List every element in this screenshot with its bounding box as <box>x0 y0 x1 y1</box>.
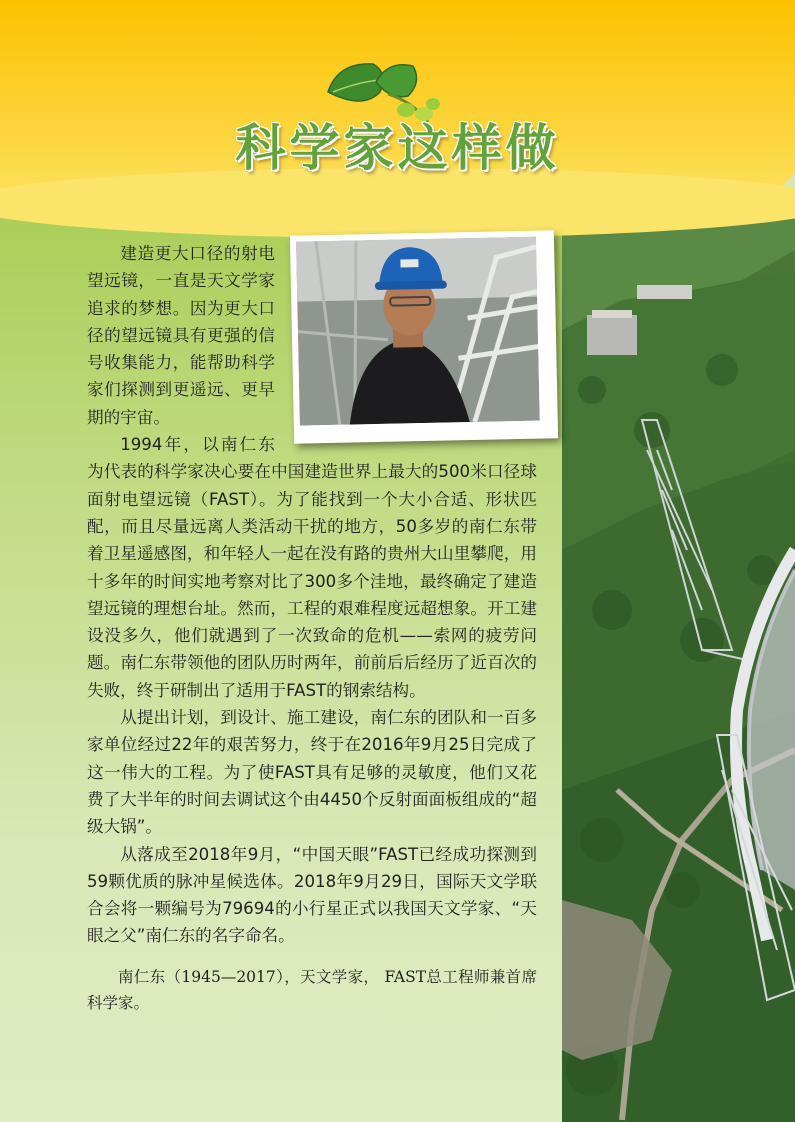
page-title: 科学家这样做 <box>235 118 560 177</box>
paragraph-4: 从落成至2018年9月，“中国天眼”FAST已经成功探测到59颗优质的脉冲星候选体。2018年9月29日，国际天文学联合会将一颗编号为79694的小行星正式以我国天文学家、“天眼之父”南仁东的名字命名。 <box>87 844 537 946</box>
portrait-caption: 南仁东（1945—2017），天文学家， FAST总工程师兼首席科学家。 <box>87 967 537 1012</box>
fast-telescope-photo <box>562 190 795 1122</box>
portrait-spacer <box>275 240 537 440</box>
paragraph-2: 1994年，以南仁东为代表的科学家决心要在中国建造世界上最大的500米口径球面射电望远镜（FAST）。为了能找到一个大小合适、形状匹配，而且尽量远离人类活动干扰的地方，50多岁的南仁东带着卫星遥感图，和年轻人一起在没有路的贵州大山里攀爬，用十多年的时间实地考察对比了300多个洼地，最终确定了建造望远镜的理想台址。然而，工程的艰难程度远超想象。开工建设没多久，他们就遇到了一次致命的危机——索网的疲劳问题。南仁东带领他的团队历时两年，前前后后经历了近百次的失败，终于研制出了适用于FAST的钢索结构。 <box>87 435 537 700</box>
paragraph-3: 从提出计划，到设计、施工建设，南仁东的团队和一百多家单位经过22年的艰苦努力，终于在2016年9月25日完成了这一伟大的工程。为了使FAST具有足够的灵敏度，他们又花费了大半年的时间去调试这个由4450个反射面面板组成的“超级大锅”。 <box>87 708 537 837</box>
paragraph-1: 建造更大口径的射电望远镜，一直是天文学家追求的梦想。因为更大口径的望远镜具有更强的信号收集能力，能帮助科学家们探测到更遥远、更早期的宇宙。 <box>87 244 275 427</box>
article-body <box>87 240 537 1016</box>
